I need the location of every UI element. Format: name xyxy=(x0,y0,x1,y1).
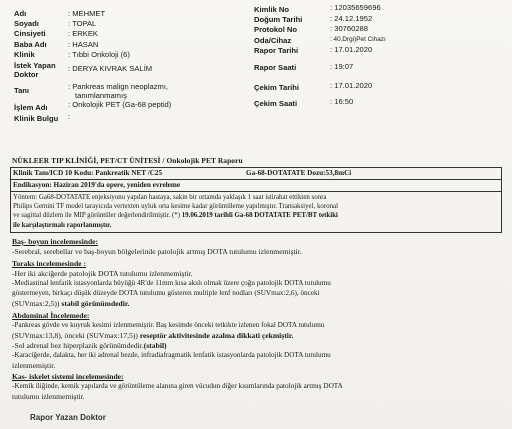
signature-label: Rapor Yazan Doktor xyxy=(30,413,106,422)
rapor-tarih-label: Rapor Tarihi xyxy=(254,46,299,55)
soyadi-label: Soyadı xyxy=(14,19,39,28)
toraks-text-4: (SUVmax:2,5)) stabil görünümdedir. xyxy=(12,299,130,308)
yontem-line-4: ile karşılaştırmalı raporlanmıştır. xyxy=(13,222,112,229)
yontem-line-2: Philips Gemini TF model tarayıcıda vertexten uyluk orta kesime kadar görüntüleme yapılmıştır. Transaksiyel, koronal xyxy=(13,203,339,210)
protokol-label: Protokol No xyxy=(254,25,298,34)
tani-value-2: tanımlanmamış xyxy=(75,91,127,100)
toraks-heading: Toraks incelemesinde : xyxy=(12,259,86,268)
abdominal-text-4: -Karaciğerde, dalakta, her iki adrenal bezde, infradiafragmatik lenfatik istasyonlarda patolojik DOTA tutulumu xyxy=(12,351,331,359)
baba-label: Baba Adı xyxy=(14,40,47,49)
report-info-box xyxy=(10,167,502,233)
kas-iskelet-text-2: tutulumu izlenmemiştir. xyxy=(12,392,85,401)
rapor-tarih-value: : 17.01.2020 xyxy=(330,45,373,54)
dogum-value: : 24.12.1952 xyxy=(330,14,373,23)
adi-label: Adı xyxy=(14,9,27,18)
bas-boyun-text: -Serebral, serebellar ve baş-boyun bölgelerinde patolojik artmış DOTA tutulumu izlenmemiştir. xyxy=(12,247,302,256)
istek-label: İstek Yapan xyxy=(14,61,56,70)
cekim-saat-label: Çekim Saati xyxy=(254,99,298,108)
box-divider xyxy=(11,191,501,192)
kas-iskelet-text-1: -Kemik iliğinde, kemik yapılarda ve görüntüleme alanına giren vücudun diğer kısımlarında patolojik artmış DOTA xyxy=(12,382,343,390)
endikasyon: Endikasyon: Haziran 2019'da opere, yeniden evreleme xyxy=(13,181,181,189)
rapor-saat-label: Rapor Saati xyxy=(254,63,297,72)
kimlik-label: Kimlik No xyxy=(254,5,290,14)
istek-label-2: Doktor xyxy=(14,70,39,79)
protokol-value: : 30760288 xyxy=(330,24,369,33)
istek-value: : DERYA KIVRAK SALİM xyxy=(68,64,153,73)
bulgu-value: : xyxy=(68,112,71,121)
cekim-tarih-label: Çekim Tarihi xyxy=(254,83,300,92)
dose: Ga-68-DOTATATE Dozu:53,8mCi xyxy=(246,169,352,177)
abdominal-text-2: (SUVmax:13,8), önceki (SUVmax:17,5)) reseptör aktivitesinde azalma dikkati çekmiştir. xyxy=(12,331,294,340)
cinsiyet-value: : ERKEK xyxy=(68,29,98,38)
cekim-saat-value: : 16:50 xyxy=(330,97,354,106)
oda-label: Oda/Cihaz xyxy=(254,36,292,45)
oda-value: : 40.Drgi)Pet Cihazı xyxy=(330,36,386,43)
klinik-tani: Klinik Tanı/ICD 10 Kodu: Pankreatik NET /C25 xyxy=(13,169,163,177)
abdominal-text-1: -Pankreas gövde ve kuyruk kesimi izlenmemiştir. Baş kesimde önceki tetkikte izlenen fokal DOTA tutulumu xyxy=(12,321,325,329)
islem-label: İşlem Adı xyxy=(14,103,48,112)
cinsiyet-label: Cinsiyeti xyxy=(14,29,46,38)
klinik-tani-row xyxy=(13,169,162,178)
islem-value: : Onkolojik PET (Ga-68 peptid) xyxy=(68,100,172,109)
klinik-label: Klinik xyxy=(14,50,35,59)
kas-iskelet-heading: Kas- iskelet sistemi incelemesinde: xyxy=(12,372,124,381)
bas-boyun-heading: Baş- boyun incelemesinde: xyxy=(12,237,99,246)
adi-row xyxy=(14,9,26,18)
cekim-tarih-value: : 17.01.2020 xyxy=(330,81,373,90)
dogum-label: Doğum Tarihi xyxy=(254,15,303,24)
klinik-value: : Tıbbi Onkoloji (6) xyxy=(68,50,130,59)
toraks-text-1: -Her iki akciğerde patolojik DOTA tutulumu izlenmemiştir. xyxy=(12,269,193,278)
report-title: NÜKLEER TIP KLİNİĞİ, PET/CT ÜNİTESİ / Onkolojik PET Raporu xyxy=(12,156,243,165)
rapor-saat-value: : 19:07 xyxy=(330,62,354,71)
bulgu-label: Klinik Bulgu xyxy=(14,114,59,123)
adi-value: : MEHMET xyxy=(68,9,106,18)
toraks-text-3: göstermeyen, birkaçı düşük düzeyde DOTA tutulumu gösteren multiple lenf nodları (SUVmax:2,6), önceki xyxy=(12,289,320,297)
yontem-line-3: ve sagittal düzlem ile MIP görüntüler değerlendirilmiştir. (*) 19.06.2019 tarihli Ga-68 DOTATATE PET/BT tetkiki xyxy=(13,212,338,219)
tani-value-1: : Pankreas malign neoplazmı, xyxy=(68,82,169,91)
yontem-line-1: Yöntem: Ga68-DOTATATE enjeksiyonu yapılan hastaya, sakin bir ortamda yaklaşık 1 saat istirahat ettikten sonra xyxy=(13,194,327,201)
toraks-text-2: -Mediastinal lenfatik istasyonlarda büyüğü 4R'de 11mm kısa akslı olmak üzere çoğu patolojik DOTA tutulumu xyxy=(12,279,331,287)
soyadi-value: : TOPAL xyxy=(68,19,97,28)
abdominal-heading: Abdominal İncelemede: xyxy=(12,311,90,320)
kimlik-value: : 12035659696 xyxy=(330,3,381,12)
abdominal-text-3: -Sol adrenal bez hiperplazik görünümdedir.(stabil) xyxy=(12,341,167,350)
box-divider xyxy=(11,179,501,180)
abdominal-text-5: izlenmemiştir. xyxy=(12,361,56,370)
tani-label: Tanı xyxy=(14,86,30,95)
baba-value: : HASAN xyxy=(68,40,99,49)
